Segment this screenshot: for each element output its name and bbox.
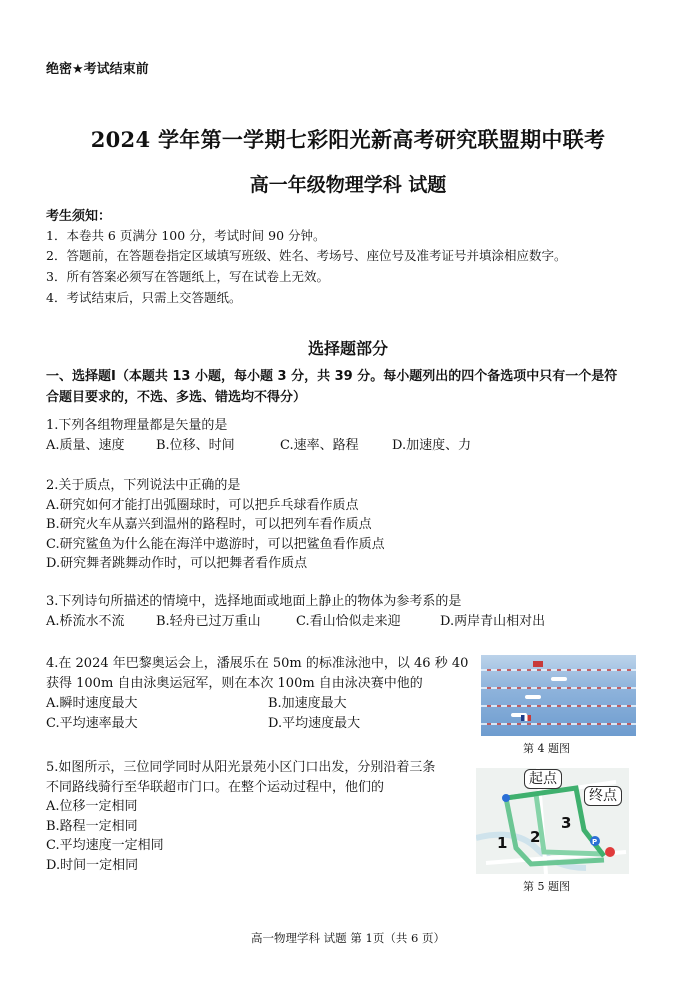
- option-b: B.研究火车从嘉兴到温州的路程时，可以把列车看作质点: [46, 517, 372, 532]
- option-a: A.研究如何才能打出弧圈球时，可以把乒乓球看作质点: [46, 497, 359, 513]
- notice-item: 4．考试结束后，只需上交答题纸。: [46, 290, 242, 305]
- route-2-label: 2: [530, 828, 541, 846]
- question-stem-line2: 不同路线骑行至华联超市门口。在整个运动过程中，他们的: [46, 779, 385, 795]
- option-a: A.瞬时速度最大: [46, 696, 138, 711]
- option-a: A.质量、速度: [46, 438, 125, 453]
- start-label: 起点: [524, 769, 562, 789]
- question-1: [46, 416, 646, 456]
- route-1-label: 1: [497, 834, 508, 852]
- exam-subtitle: 高一年级物理学科 试题: [249, 174, 447, 196]
- confidential-label: 绝密★考试结束前: [46, 62, 149, 77]
- section-heading: 选择题部分: [307, 339, 388, 358]
- svg-text:P: P: [592, 838, 598, 846]
- lane-rope: [481, 687, 636, 689]
- option-d: D.两岸青山相对出: [440, 614, 546, 629]
- option-d: D.平均速度最大: [268, 716, 361, 731]
- notice-item: 3．所有答案必须写在答题纸上，写在试卷上无效。: [46, 269, 329, 284]
- option-b: B.加速度最大: [268, 696, 347, 711]
- option-b: B.轻舟已过万重山: [156, 614, 261, 629]
- question-stem: 1.下列各组物理量都是矢量的是: [46, 418, 228, 433]
- route-3-label: 3: [561, 814, 572, 832]
- figure-5-caption: 第 5 题图: [523, 880, 570, 893]
- option-c: C.平均速度一定相同: [46, 838, 164, 853]
- flag-icon: [533, 661, 543, 667]
- part-heading: [46, 366, 654, 408]
- option-b: B.位移、时间: [156, 438, 235, 453]
- option-a: A.位移一定相同: [46, 799, 138, 814]
- lane-rope: [481, 705, 636, 707]
- question-stem: 3.下列诗句所描述的情境中，选择地面或地面上静止的物体为参考系的是: [46, 594, 462, 609]
- option-d: D.加速度、力: [392, 438, 472, 453]
- option-d: D.研究舞者跳舞动作时，可以把舞者看作质点: [46, 556, 308, 571]
- question-5: [46, 758, 476, 875]
- option-d: D.时间一定相同: [46, 857, 139, 873]
- figure-4-caption: 第 4 题图: [523, 742, 570, 755]
- option-b: B.路程一定相同: [46, 818, 138, 834]
- notice-item: 2．答题前，在答题卷指定区域填写班级、姓名、考场号、座位号及准考证号并填涂相应数字。: [46, 248, 567, 263]
- question-2: [46, 476, 646, 574]
- end-label: 终点: [584, 786, 622, 806]
- flag-icon: [521, 715, 531, 721]
- question-stem: 2.关于质点，下列说法中正确的是: [46, 478, 241, 493]
- option-c: C.看山恰似走来迎: [296, 614, 401, 629]
- notice-item: 1．本卷共 6 页满分 100 分，考试时间 90 分钟。: [46, 228, 326, 243]
- exam-title: 2024 学年第一学期七彩阳光新高考研究联盟期中联考: [90, 127, 606, 152]
- question-stem-line1: 4.在 2024 年巴黎奥运会上，潘展乐在 50m 的标准泳池中，以 46 秒 40: [46, 656, 469, 671]
- part-heading-line1: 一、选择题Ⅰ（本题共 13 小题，每小题 3 分，共 39 分。每小题列出的四个备选项中只有一个是符: [46, 369, 618, 384]
- question-stem-line2: 获得 100m 自由泳奥运冠军，则在本次 100m 自由泳决赛中他的: [46, 675, 423, 691]
- option-a: A.桥流水不流: [46, 614, 125, 629]
- part-heading-line2: 合题目要求的，不选、多选、错选均不得分）: [46, 390, 307, 405]
- question-4: [46, 654, 476, 734]
- notice-heading: 考生须知：: [46, 209, 112, 224]
- option-c: C.平均速率最大: [46, 716, 138, 731]
- swimming-pool-photo: [481, 655, 636, 736]
- lane-rope: [481, 723, 636, 725]
- question-stem-line1: 5.如图所示，三位同学同时从阳光景苑小区门口出发，分别沿着三条: [46, 760, 436, 775]
- route-map: [476, 768, 629, 874]
- option-c: C.速率、路程: [280, 438, 359, 453]
- swimmer: [551, 677, 567, 681]
- question-3: [46, 592, 646, 632]
- swimmer: [525, 695, 541, 699]
- page-footer: 高一物理学科 试题 第 1页（共 6 页）: [251, 931, 445, 945]
- option-c: C.研究鲨鱼为什么能在海洋中遨游时，可以把鲨鱼看作质点: [46, 536, 385, 552]
- lane-rope: [481, 669, 636, 671]
